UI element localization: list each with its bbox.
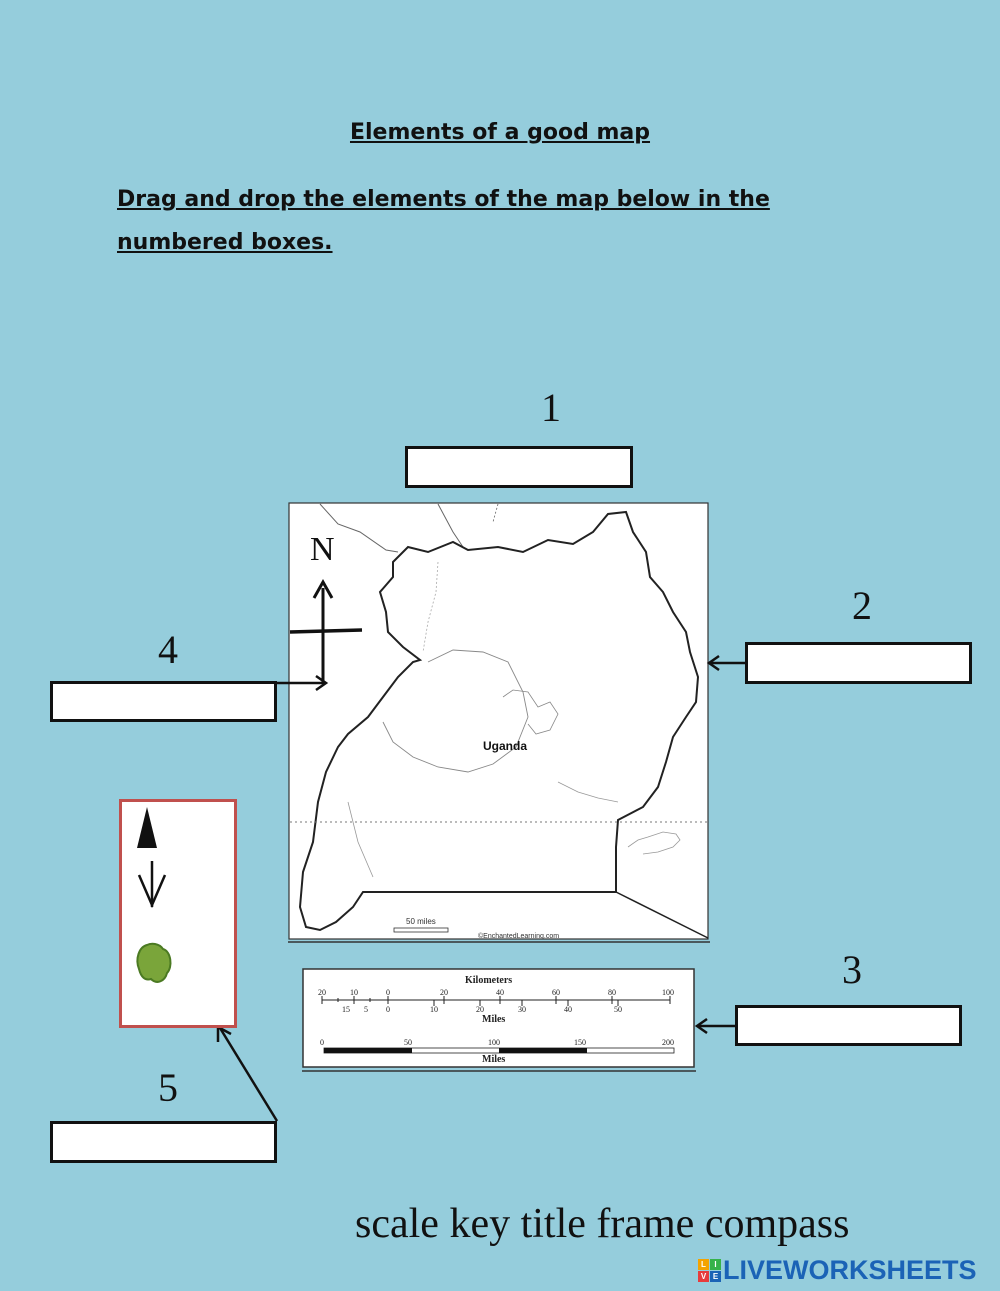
km-tick-top: 40 [496,988,504,997]
logo-blocks-icon [698,1259,721,1282]
country-label: Uganda [483,739,528,753]
km-tick-bottom: 20 [476,1005,484,1014]
map-key [119,799,237,1029]
logo-block: I [710,1259,721,1270]
km-tick-bottom: 5 [364,1005,368,1014]
instruction-line-2: numbered boxes. [117,230,333,255]
scale-bar [302,968,696,1074]
instruction-line-1: Drag and drop the elements of the map below in the [117,187,770,212]
miles-label-1: Miles [482,1014,506,1025]
miles-tick: 50 [404,1038,412,1047]
km-tick-bottom: 50 [614,1005,622,1014]
km-tick-bottom: 30 [518,1005,526,1014]
tree-symbol-icon [137,944,170,982]
label-number-4: 4 [158,627,178,672]
logo-block: E [710,1271,721,1282]
miles-tick: 200 [662,1038,674,1047]
km-label: Kilometers [465,975,513,986]
north-label: N [310,531,335,568]
inset-scale-label: 50 miles [406,917,436,926]
km-tick-top: 20 [440,988,448,997]
miles-tick: 150 [574,1038,586,1047]
drop-box-4[interactable] [50,681,277,722]
page-title: Elements of a good map [349,120,651,145]
km-tick-top: 20 [318,988,326,997]
brand-name: LIVEWORKSHEETS [723,1254,977,1285]
km-tick-top: 10 [350,988,358,997]
uganda-map [288,502,710,944]
label-number-2: 2 [852,583,872,628]
label-number-1: 1 [541,385,561,430]
miles-tick: 100 [488,1038,500,1047]
drop-box-5[interactable] [50,1121,277,1163]
label-number-5: 5 [158,1065,178,1110]
map-credit: ©EnchantedLearning.com [478,933,560,940]
logo-block: L [698,1259,709,1270]
km-tick-bottom: 0 [386,1005,390,1014]
label-number-3: 3 [842,947,862,992]
instructions [117,178,817,264]
km-tick-top: 100 [662,988,674,997]
miles-tick: 0 [320,1038,324,1047]
liveworksheets-logo [698,1254,977,1286]
word-bank[interactable]: scale key title frame compass [355,1201,850,1247]
drop-box-2[interactable] [745,642,972,684]
km-tick-bottom: 15 [342,1005,350,1014]
drop-box-3[interactable] [735,1005,962,1046]
km-tick-top: 60 [552,988,560,997]
km-tick-bottom: 40 [564,1005,572,1014]
logo-block: V [698,1271,709,1282]
miles-label-2: Miles [482,1054,506,1065]
arrow-5 [220,1028,277,1121]
km-tick-bottom: 10 [430,1005,438,1014]
km-tick-top: 0 [386,988,390,997]
km-tick-top: 80 [608,988,616,997]
drop-box-1[interactable] [405,446,633,488]
